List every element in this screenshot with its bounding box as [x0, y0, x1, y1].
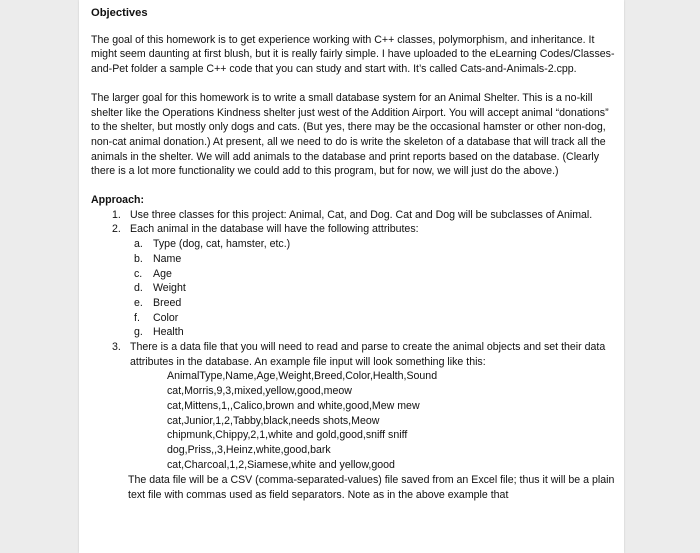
attribute-letter: d.	[134, 282, 143, 295]
section-heading: Objectives	[91, 7, 148, 19]
file-line: chipmunk,Chippy,2,1,white and gold,good,sniff sniff	[167, 429, 408, 442]
attribute-item	[130, 267, 616, 282]
attribute-item	[130, 311, 616, 326]
attribute-letter: f.	[134, 311, 140, 324]
step-text: There is a data file that you will need to read and parse to create the animal objects and set their data attributes in the database. An example file input will look something like this:	[130, 341, 606, 368]
attribute-item	[130, 281, 616, 296]
step-number: 2.	[112, 223, 121, 236]
approach-heading: Approach:	[91, 194, 144, 207]
document-content	[91, 0, 616, 503]
file-line: cat,Morris,9,3,mixed,yellow,good,meow	[167, 385, 352, 398]
attribute-text: Health	[153, 326, 184, 339]
document-page	[79, 0, 624, 553]
step-number: 3.	[112, 341, 121, 354]
approach-step	[91, 340, 616, 472]
attribute-text: Age	[153, 267, 172, 280]
attribute-letter: b.	[134, 252, 143, 265]
attribute-item	[130, 237, 616, 252]
example-file-input	[130, 369, 616, 472]
attribute-item	[130, 325, 616, 340]
attribute-text: Weight	[153, 282, 186, 295]
file-line: dog,Priss,,3,Heinz,white,good,bark	[167, 443, 331, 456]
attribute-text: Color	[153, 311, 179, 324]
file-line: cat,Junior,1,2,Tabby,black,needs shots,Meow	[167, 414, 380, 427]
step-text: Each animal in the database will have the following attributes:	[130, 223, 419, 236]
paragraph-larger-goal: The larger goal for this homework is to write a small database system for an Animal Shelter. This is a no-kill shelter like the Operations Kindness shelter just west of the Addition Airport. You will accept animal “donations” to the shelter, but mostly only dogs and cats. (But yes, there may be the occasional hamster or other non-dog, non-cat animal donation.) At present, all we need to do is write the skeleton of a database that will track all the animals in the shelter. We will add animals to the database and print reports based on the database. (Clearly there is a lot more functionality we could add to this program, but for now, we will just do the above.)	[91, 91, 609, 178]
step-number: 1.	[112, 208, 121, 221]
file-line: AnimalType,Name,Age,Weight,Breed,Color,Health,Sound	[167, 370, 438, 383]
file-line: cat,Mittens,1,,Calico,brown and white,good,Mew mew	[167, 399, 420, 412]
step-text: Use three classes for this project: Animal, Cat, and Dog. Cat and Dog will be subclasses of Animal.	[130, 208, 593, 221]
csv-note-paragraph: The data file will be a CSV (comma-separated-values) file saved from an Excel file; thus it will be a plain text file with commas used as field separators. Note as in the above example that	[128, 474, 615, 502]
file-line: cat,Charcoal,1,2,Siamese,white and yellow,good	[167, 458, 395, 471]
attribute-text: Type (dog, cat, hamster, etc.)	[153, 238, 291, 251]
attribute-letter: c.	[134, 267, 143, 280]
approach-step	[91, 222, 616, 340]
attribute-letter: a.	[134, 238, 143, 251]
approach-list	[91, 208, 616, 473]
attribute-item	[130, 296, 616, 311]
attribute-list	[130, 237, 616, 340]
paragraph-goal: The goal of this homework is to get experience working with C++ classes, polymorphism, and inheritance. It might seem daunting at first blush, but it is really fairly simple. I have uploaded to the eLearning Codes/Classes-and-Pet folder a sample C++ code that you can study and start with. It’s called Cats-and-Animals-2.cpp.	[91, 33, 615, 76]
attribute-text: Name	[153, 252, 182, 265]
attribute-letter: g.	[134, 326, 143, 339]
approach-step	[91, 208, 616, 223]
attribute-item	[130, 252, 616, 267]
attribute-text: Breed	[153, 296, 182, 309]
attribute-letter: e.	[134, 296, 143, 309]
